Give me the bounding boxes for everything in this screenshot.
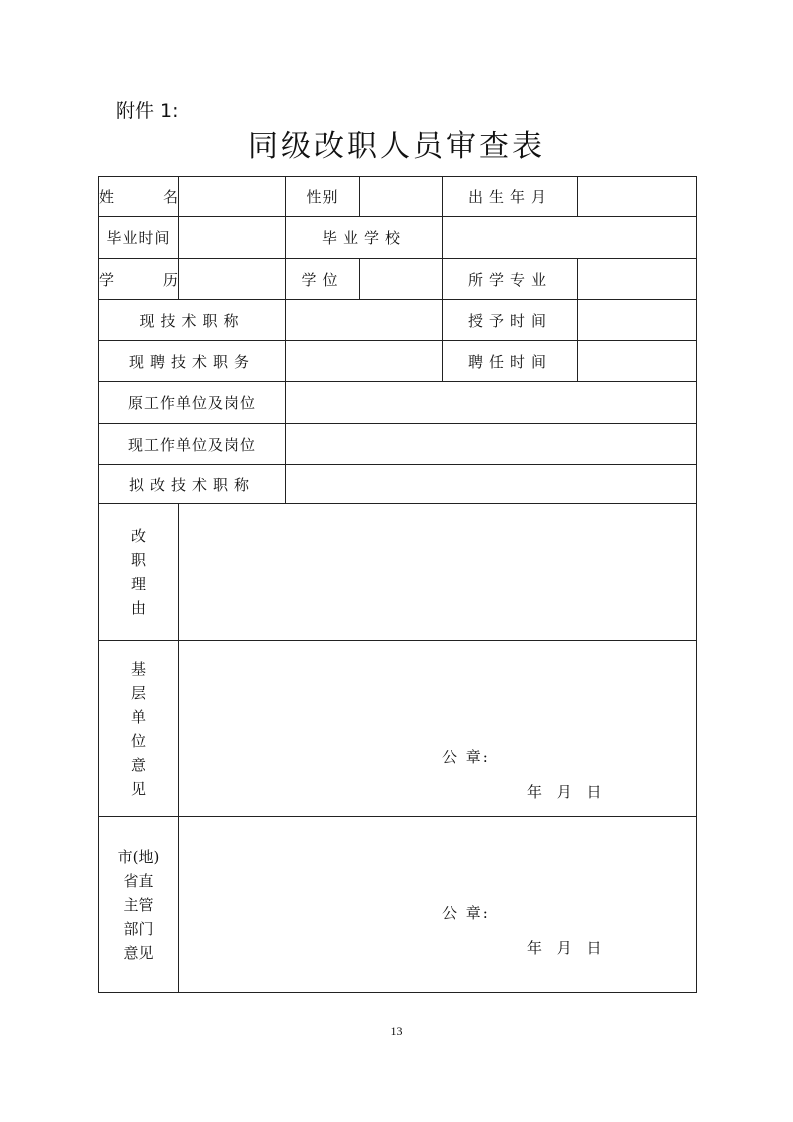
authority-seal-label: 公 章:: [442, 904, 490, 922]
grassroots-seal-label: 公 章:: [442, 748, 490, 766]
name-label-char-1: 姓: [99, 188, 115, 206]
grad-time-label: 毕业时间: [99, 217, 179, 259]
current-post-label: 现聘技术职务: [99, 341, 286, 382]
current-title-field[interactable]: [286, 300, 443, 341]
education-label: [99, 259, 179, 300]
authority-label-line: 市(地): [117, 847, 160, 866]
proposed-title-field[interactable]: [286, 465, 697, 504]
reason-label: [99, 504, 179, 641]
authority-label-line: 部门: [123, 919, 154, 938]
granted-time-label: 授予时间: [443, 300, 578, 341]
reason-label-char: 由: [130, 599, 146, 617]
major-field[interactable]: [578, 259, 697, 300]
reason-label-char: 职: [130, 551, 146, 569]
grassroots-label-char: 意: [130, 755, 146, 774]
birth-field[interactable]: [578, 177, 697, 217]
name-label-char-2: 名: [162, 188, 178, 206]
page-number: 13: [390, 1024, 403, 1038]
grassroots-label-char: 层: [130, 683, 146, 702]
grad-school-field[interactable]: [443, 217, 697, 259]
authority-date-label: 年 月 日: [527, 939, 602, 957]
grassroots-label-char: 见: [130, 779, 146, 798]
grad-school-label: 毕业学校: [286, 217, 443, 259]
birth-label: 出生年月: [443, 177, 578, 217]
authority-label-line: 省直: [123, 871, 154, 890]
review-form-table: [98, 176, 697, 993]
form-title: 同级改职人员审查表: [248, 129, 545, 164]
current-post-field[interactable]: [286, 341, 443, 382]
grassroots-label-char: 单: [130, 707, 146, 726]
grad-time-field[interactable]: [179, 217, 286, 259]
grassroots-date-label: 年 月 日: [527, 783, 602, 801]
degree-label: 学位: [286, 259, 360, 300]
current-unit-label: 现工作单位及岗位: [99, 424, 286, 465]
degree-field[interactable]: [360, 259, 443, 300]
education-label-char-2: 历: [162, 270, 178, 289]
education-field[interactable]: [179, 259, 286, 300]
authority-label-line: 意见: [123, 943, 154, 962]
current-unit-field[interactable]: [286, 424, 697, 465]
gender-field[interactable]: [360, 177, 443, 217]
hired-time-field[interactable]: [578, 341, 697, 382]
current-title-label: 现技术职称: [99, 300, 286, 341]
authority-opinion-label: [99, 817, 179, 993]
gender-label: 性别: [286, 177, 360, 217]
authority-label-line: 主管: [123, 895, 154, 914]
grassroots-opinion-label: [99, 641, 179, 817]
proposed-title-label: 拟改技术职称: [99, 465, 286, 504]
granted-time-field[interactable]: [578, 300, 697, 341]
attachment-label: 附件 1:: [116, 100, 179, 122]
former-unit-field[interactable]: [286, 382, 697, 424]
education-label-char-1: 学: [99, 270, 115, 289]
former-unit-label: 原工作单位及岗位: [99, 382, 286, 424]
reason-label-char: 理: [130, 575, 146, 593]
authority-opinion-field[interactable]: [179, 817, 697, 993]
grassroots-opinion-field[interactable]: [179, 641, 697, 817]
name-field[interactable]: [179, 177, 286, 217]
reason-field[interactable]: [179, 504, 697, 641]
reason-label-char: 改: [130, 527, 146, 545]
hired-time-label: 聘任时间: [443, 341, 578, 382]
name-label: [99, 177, 179, 217]
grassroots-label-char: 位: [130, 731, 146, 750]
grassroots-label-char: 基: [130, 659, 146, 678]
major-label: 所学专业: [443, 259, 578, 300]
